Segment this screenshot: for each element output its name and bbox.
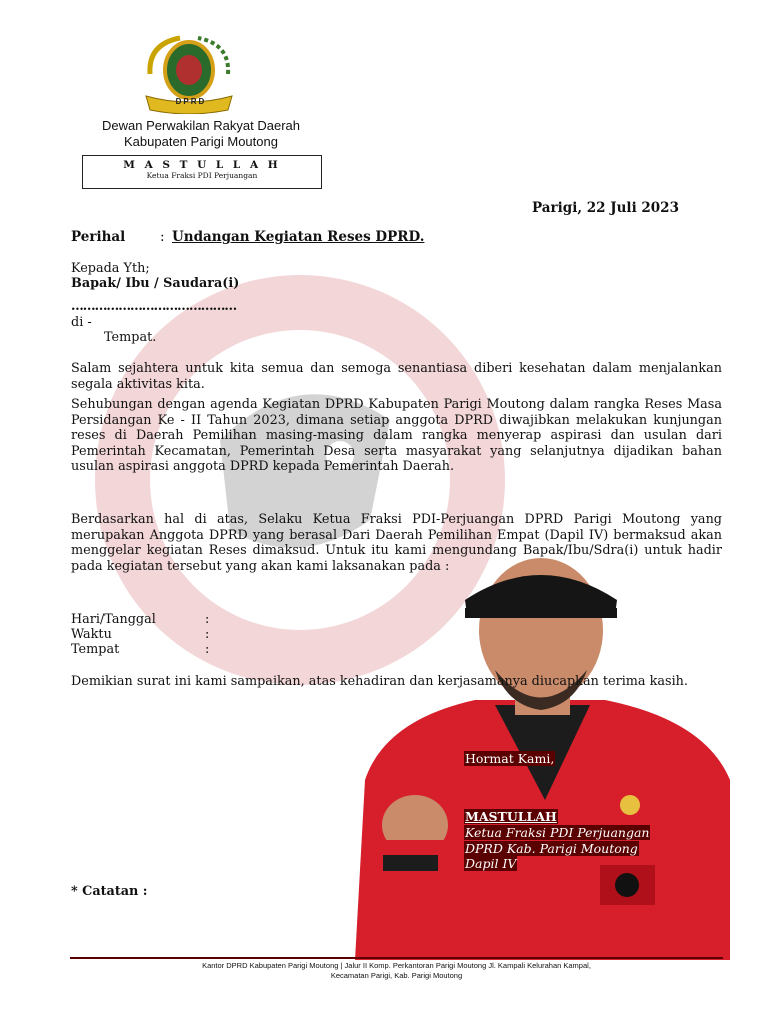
paragraph-closing: Demikian surat ini kami sampaikan, atas kehadiran dan kerjasamanya diucapkan terima kasih. [71, 674, 688, 689]
field-colon: : [205, 627, 210, 642]
sender-box [82, 155, 322, 189]
sender-title: Ketua Fraksi PDI Perjuangan [146, 171, 258, 180]
catatan-label: * Catatan : [71, 884, 148, 899]
footer-line2: Kecamatan Parigi, Kab. Parigi Moutong [330, 971, 463, 980]
institution-line1: Dewan Perwakilan Rakyat Daerah [102, 118, 300, 133]
signature-line2 [464, 841, 639, 857]
footer-divider [70, 957, 723, 959]
member-photo [345, 520, 735, 960]
field-label-waktu: Waktu [71, 627, 112, 642]
paragraph-invitation: Berdasarkan hal di atas, Selaku Ketua Fraksi PDI-Perjuangan DPRD Parigi Moutong yang merupakan Anggota DPRD yang berasal Dari Daerah Pemilihan Empat (Dapil IV) bermaksud akan menggelar kegiatan Reses dimaksud. Untuk itu kami mengundang Bapak/Ibu/Sdra(i) untuk hadir pada kegiatan tersebut yang akan kami laksanakan pada : [71, 512, 722, 574]
signature-line1-text: Ketua Fraksi PDI Perjuangan [465, 825, 650, 840]
sender-name: M A S T U L L A H [123, 159, 281, 171]
field-colon: : [205, 612, 210, 627]
letter-date: Parigi, 22 Juli 2023 [532, 200, 679, 216]
field-colon: : [205, 642, 210, 657]
signature-line3 [464, 856, 517, 872]
perihal-colon: : [160, 229, 165, 245]
paragraph-context: Sehubungan dengan agenda Kegiatan DPRD Kabupaten Parigi Moutong dalam rangka Reses Masa Persidangan Ke - II Tahun 2023, dimana setiap anggota DPRD diwajibkan melakukan kunjungan reses di Daerah Pemilihan masing-masing dalam rangka menyerap aspirasi dan usulan dari Pemerintah Kecamatan, Pemerintah Desa serta masyarakat yang selanjutnya dijadikan bahan usulan aspirasi anggota DPRD kepada Pemerintah Daerah. [71, 397, 722, 474]
signature-name-text: MASTULLAH [465, 809, 557, 824]
signature-closing [464, 751, 555, 767]
footer-address [70, 961, 723, 981]
field-label-tempat: Tempat [71, 642, 120, 657]
institution-line2: Kabupaten Parigi Moutong [124, 134, 278, 149]
recipient-greeting: Kepada Yth; [71, 261, 150, 276]
recipient-dots: …………………………………… [71, 299, 237, 314]
footer-line1: Kantor DPRD Kabupaten Parigi Moutong | Jalur II Komp. Perkantoran Parigi Moutong Jl. Kampali Kelurahan Kampal, [202, 961, 591, 970]
signature-name [464, 809, 558, 825]
logo-label: DPRD [175, 97, 207, 106]
perihal-subject: Undangan Kegiatan Reses DPRD. [172, 229, 425, 245]
signature-closing-text: Hormat Kami, [465, 751, 555, 766]
signature-line1 [464, 825, 650, 841]
field-label-hari-tanggal: Hari/Tanggal [71, 612, 156, 627]
recipient-di: di - [71, 315, 92, 330]
institution-name [60, 118, 342, 150]
paragraph-opening: Salam sejahtera untuk kita semua dan semoga senantiasa diberi kesehatan dalam menjalankan segala aktivitas kita. [71, 361, 722, 392]
signature-line2-text: DPRD Kab. Parigi Moutong [465, 841, 638, 856]
recipient-addressee: Bapak/ Ibu / Saudara(i) [71, 276, 240, 291]
signature-line3-text: Dapil IV [465, 856, 517, 871]
perihal-label: Perihal [71, 229, 126, 245]
recipient-tempat: Tempat. [104, 330, 157, 345]
